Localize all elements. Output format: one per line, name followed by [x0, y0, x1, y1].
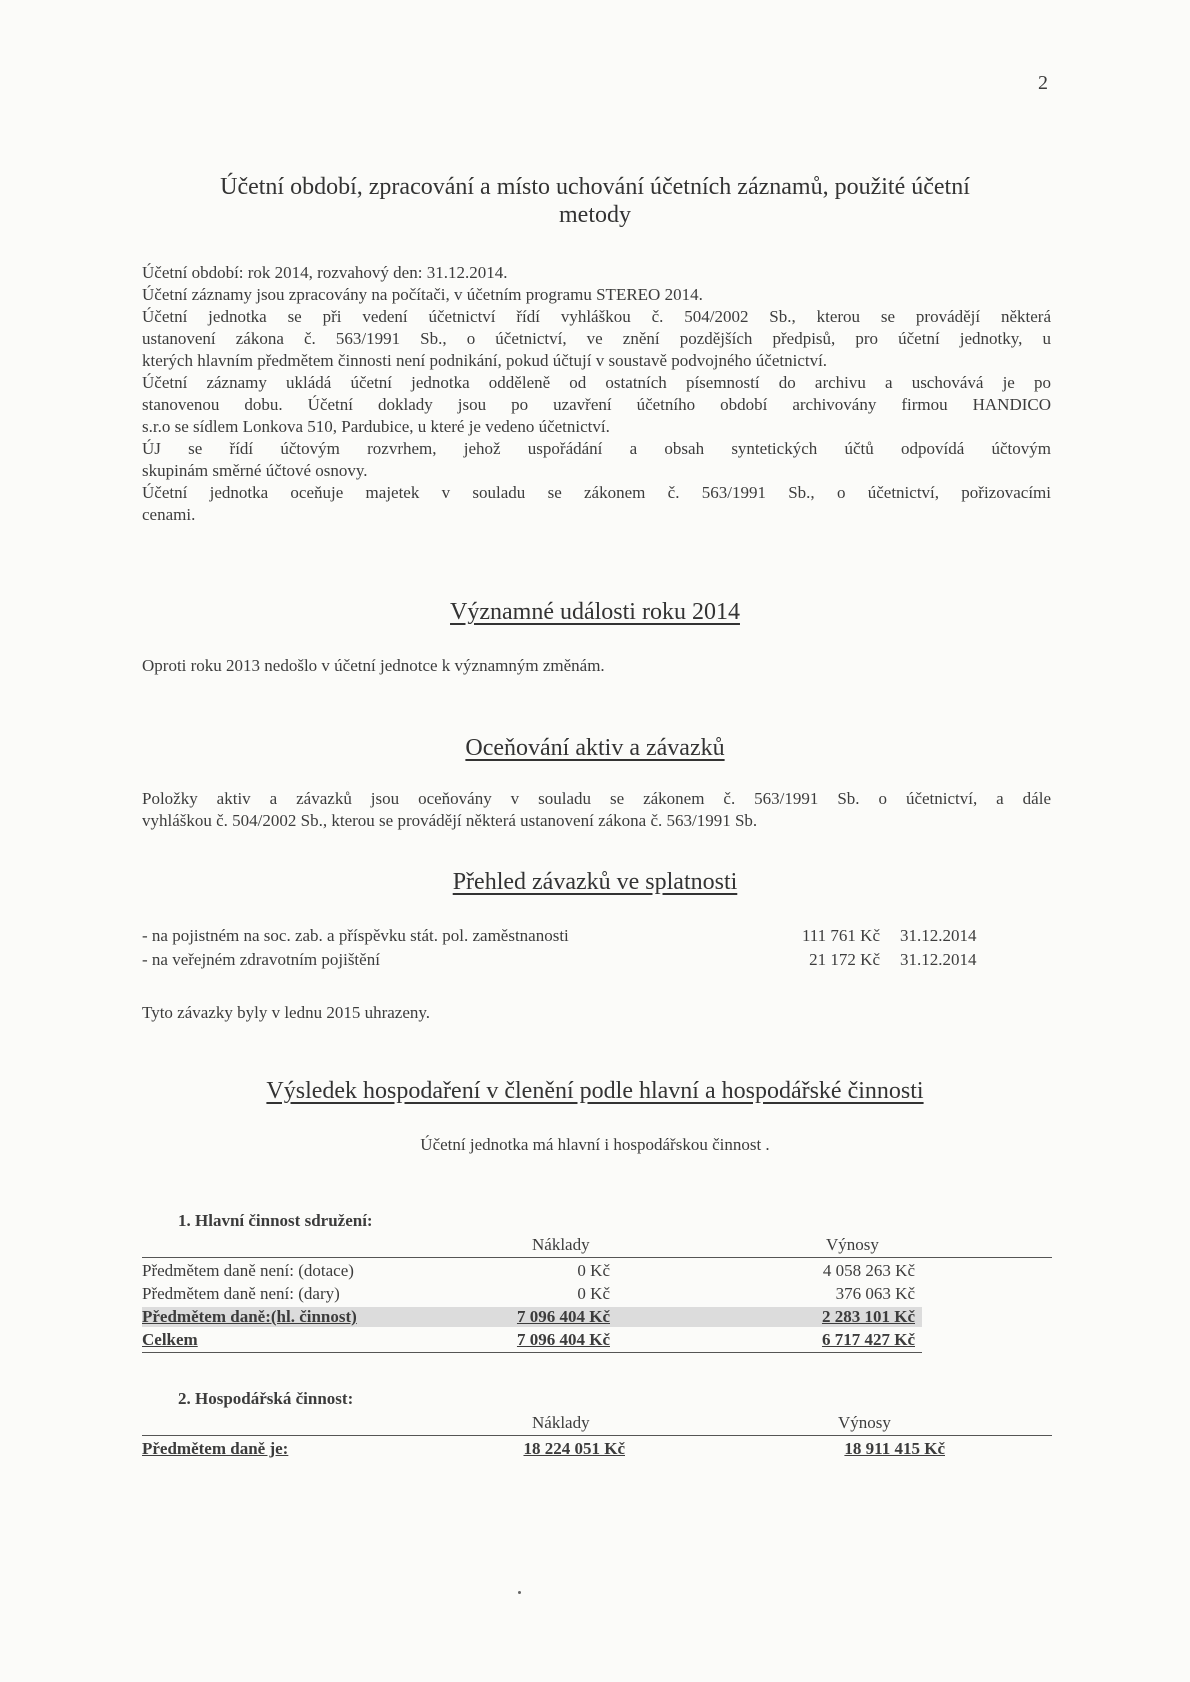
- table1-row-revenues: 2 283 101 Kč: [821, 1307, 915, 1326]
- significant-events-text: Oproti roku 2013 nedošlo v účetní jednotce k významným změnám.: [142, 656, 605, 675]
- table1-row-label: Předmětem daně není: (dotace): [142, 1261, 354, 1280]
- table2-col-costs: Náklady: [532, 1413, 590, 1432]
- section-title-economic-result: Výsledek hospodaření v členění podle hlavní a hospodářské činnosti: [266, 1078, 924, 1104]
- liability-amount: 21 172 Kč: [809, 950, 880, 969]
- table1-total-costs: 7 096 404 Kč: [516, 1330, 610, 1349]
- table1-row-costs: 7 096 404 Kč: [516, 1307, 610, 1326]
- text-line: skupinám směrné účtové osnovy.: [142, 461, 368, 480]
- economic-result-intro: Účetní jednotka má hlavní i hospodářskou činnost .: [420, 1135, 770, 1154]
- liability-amount: 111 761 Kč: [801, 926, 880, 945]
- table1-row-revenues: 376 063 Kč: [835, 1284, 915, 1303]
- table2-header-rule: [142, 1435, 1052, 1436]
- table2-heading: 2. Hospodářská činnost:: [178, 1389, 354, 1408]
- text-line: cenami.: [142, 505, 196, 524]
- table1-row-costs: 0 Kč: [577, 1284, 610, 1303]
- liability-date: 31.12.2014: [900, 950, 977, 969]
- text-line: Účetní jednotka oceňuje majetek v souladu se zákonem č. 563/1991 Sb., o účetnictví, pořizovacími: [142, 483, 1051, 502]
- text-line: ustanovení zákona č. 563/1991 Sb., o účetnictví, ve znění pozdějších předpisů, pro účetní jednotky, u: [142, 329, 1051, 348]
- text-line: vyhláškou č. 504/2002 Sb., kterou se provádějí některá ustanovení zákona č. 563/1991 Sb.: [142, 811, 758, 830]
- liabilities-note: Tyto závazky byly v lednu 2015 uhrazeny.: [142, 1003, 431, 1022]
- table1-col-costs: Náklady: [532, 1235, 590, 1254]
- table1-row-label: Předmětem daně není: (dary): [142, 1284, 340, 1303]
- text-line: s.r.o se sídlem Lonkova 510, Pardubice, u které je vedeno účetnictví.: [142, 417, 610, 436]
- section-title-significant-events: Významné události roku 2014: [450, 599, 740, 625]
- liability-label: - na veřejném zdravotním pojištění: [142, 950, 380, 969]
- scan-speck: [518, 1591, 521, 1594]
- text-line: kterých hlavním předmětem činnosti není podnikání, pokud účtují v soustavě podvojného účetnictví.: [142, 351, 828, 370]
- accounting-period-text: [142, 262, 1051, 526]
- section-title-liabilities: Přehled závazků ve splatnosti: [452, 869, 738, 895]
- text-line: Účetní záznamy ukládá účetní jednotka odděleně od ostatních písemností do archivu a uschovává je po: [142, 373, 1051, 392]
- valuation-text: [142, 788, 1051, 832]
- liability-date: 31.12.2014: [900, 926, 977, 945]
- title-line-1: Účetní období, zpracování a místo uchování účetních záznamů, použité účetní: [220, 174, 970, 200]
- text-line: Účetní záznamy jsou zpracovány na počítači, v účetním programu STEREO 2014.: [142, 285, 703, 304]
- text-line: ÚJ se řídí účtovým rozvrhem, jehož uspořádání a obsah syntetických účtů odpovídá účtovým: [142, 439, 1051, 458]
- table1-header-rule: [142, 1257, 1052, 1258]
- table1-bottom-rule: [142, 1352, 922, 1353]
- table1-heading: 1. Hlavní činnost sdružení:: [178, 1211, 373, 1230]
- title-line-2: metody: [559, 202, 631, 228]
- section-title-valuation: Oceňování aktiv a závazků: [465, 735, 725, 761]
- liability-label: - na pojistném na soc. zab. a příspěvku stát. pol. zaměstnanosti: [142, 926, 569, 945]
- text-line: Účetní období: rok 2014, rozvahový den: 31.12.2014.: [142, 263, 508, 282]
- table1-row-label: Předmětem daně:(hl. činnost): [142, 1307, 357, 1326]
- text-line: Účetní jednotka se při vedení účetnictví řídí vyhláškou č. 504/2002 Sb., kterou se provádějí některá: [142, 307, 1051, 326]
- text-line: Položky aktiv a závazků jsou oceňovány v souladu se zákonem č. 563/1991 Sb. o účetnictví, a dále: [142, 789, 1051, 808]
- page-number: 2: [1038, 72, 1048, 94]
- table2-row-revenues: 18 911 415 Kč: [844, 1439, 945, 1458]
- table1-row-costs: 0 Kč: [577, 1261, 610, 1280]
- table1-total-revenues: 6 717 427 Kč: [821, 1330, 915, 1349]
- table2-col-revenues: Výnosy: [838, 1413, 891, 1432]
- section-title-accounting-period: [0, 173, 1190, 229]
- table2-row-costs: 18 224 051 Kč: [523, 1439, 625, 1458]
- text-line: stanovenou dobu. Účetní doklady jsou po uzavření účetního období archivovány firmou HANDICO: [142, 395, 1051, 414]
- table1-col-revenues: Výnosy: [826, 1235, 879, 1254]
- table2-row-label: Předmětem daně je:: [142, 1439, 289, 1458]
- table1-row-revenues: 4 058 263 Kč: [822, 1261, 915, 1280]
- table1-total-label: Celkem: [142, 1330, 198, 1349]
